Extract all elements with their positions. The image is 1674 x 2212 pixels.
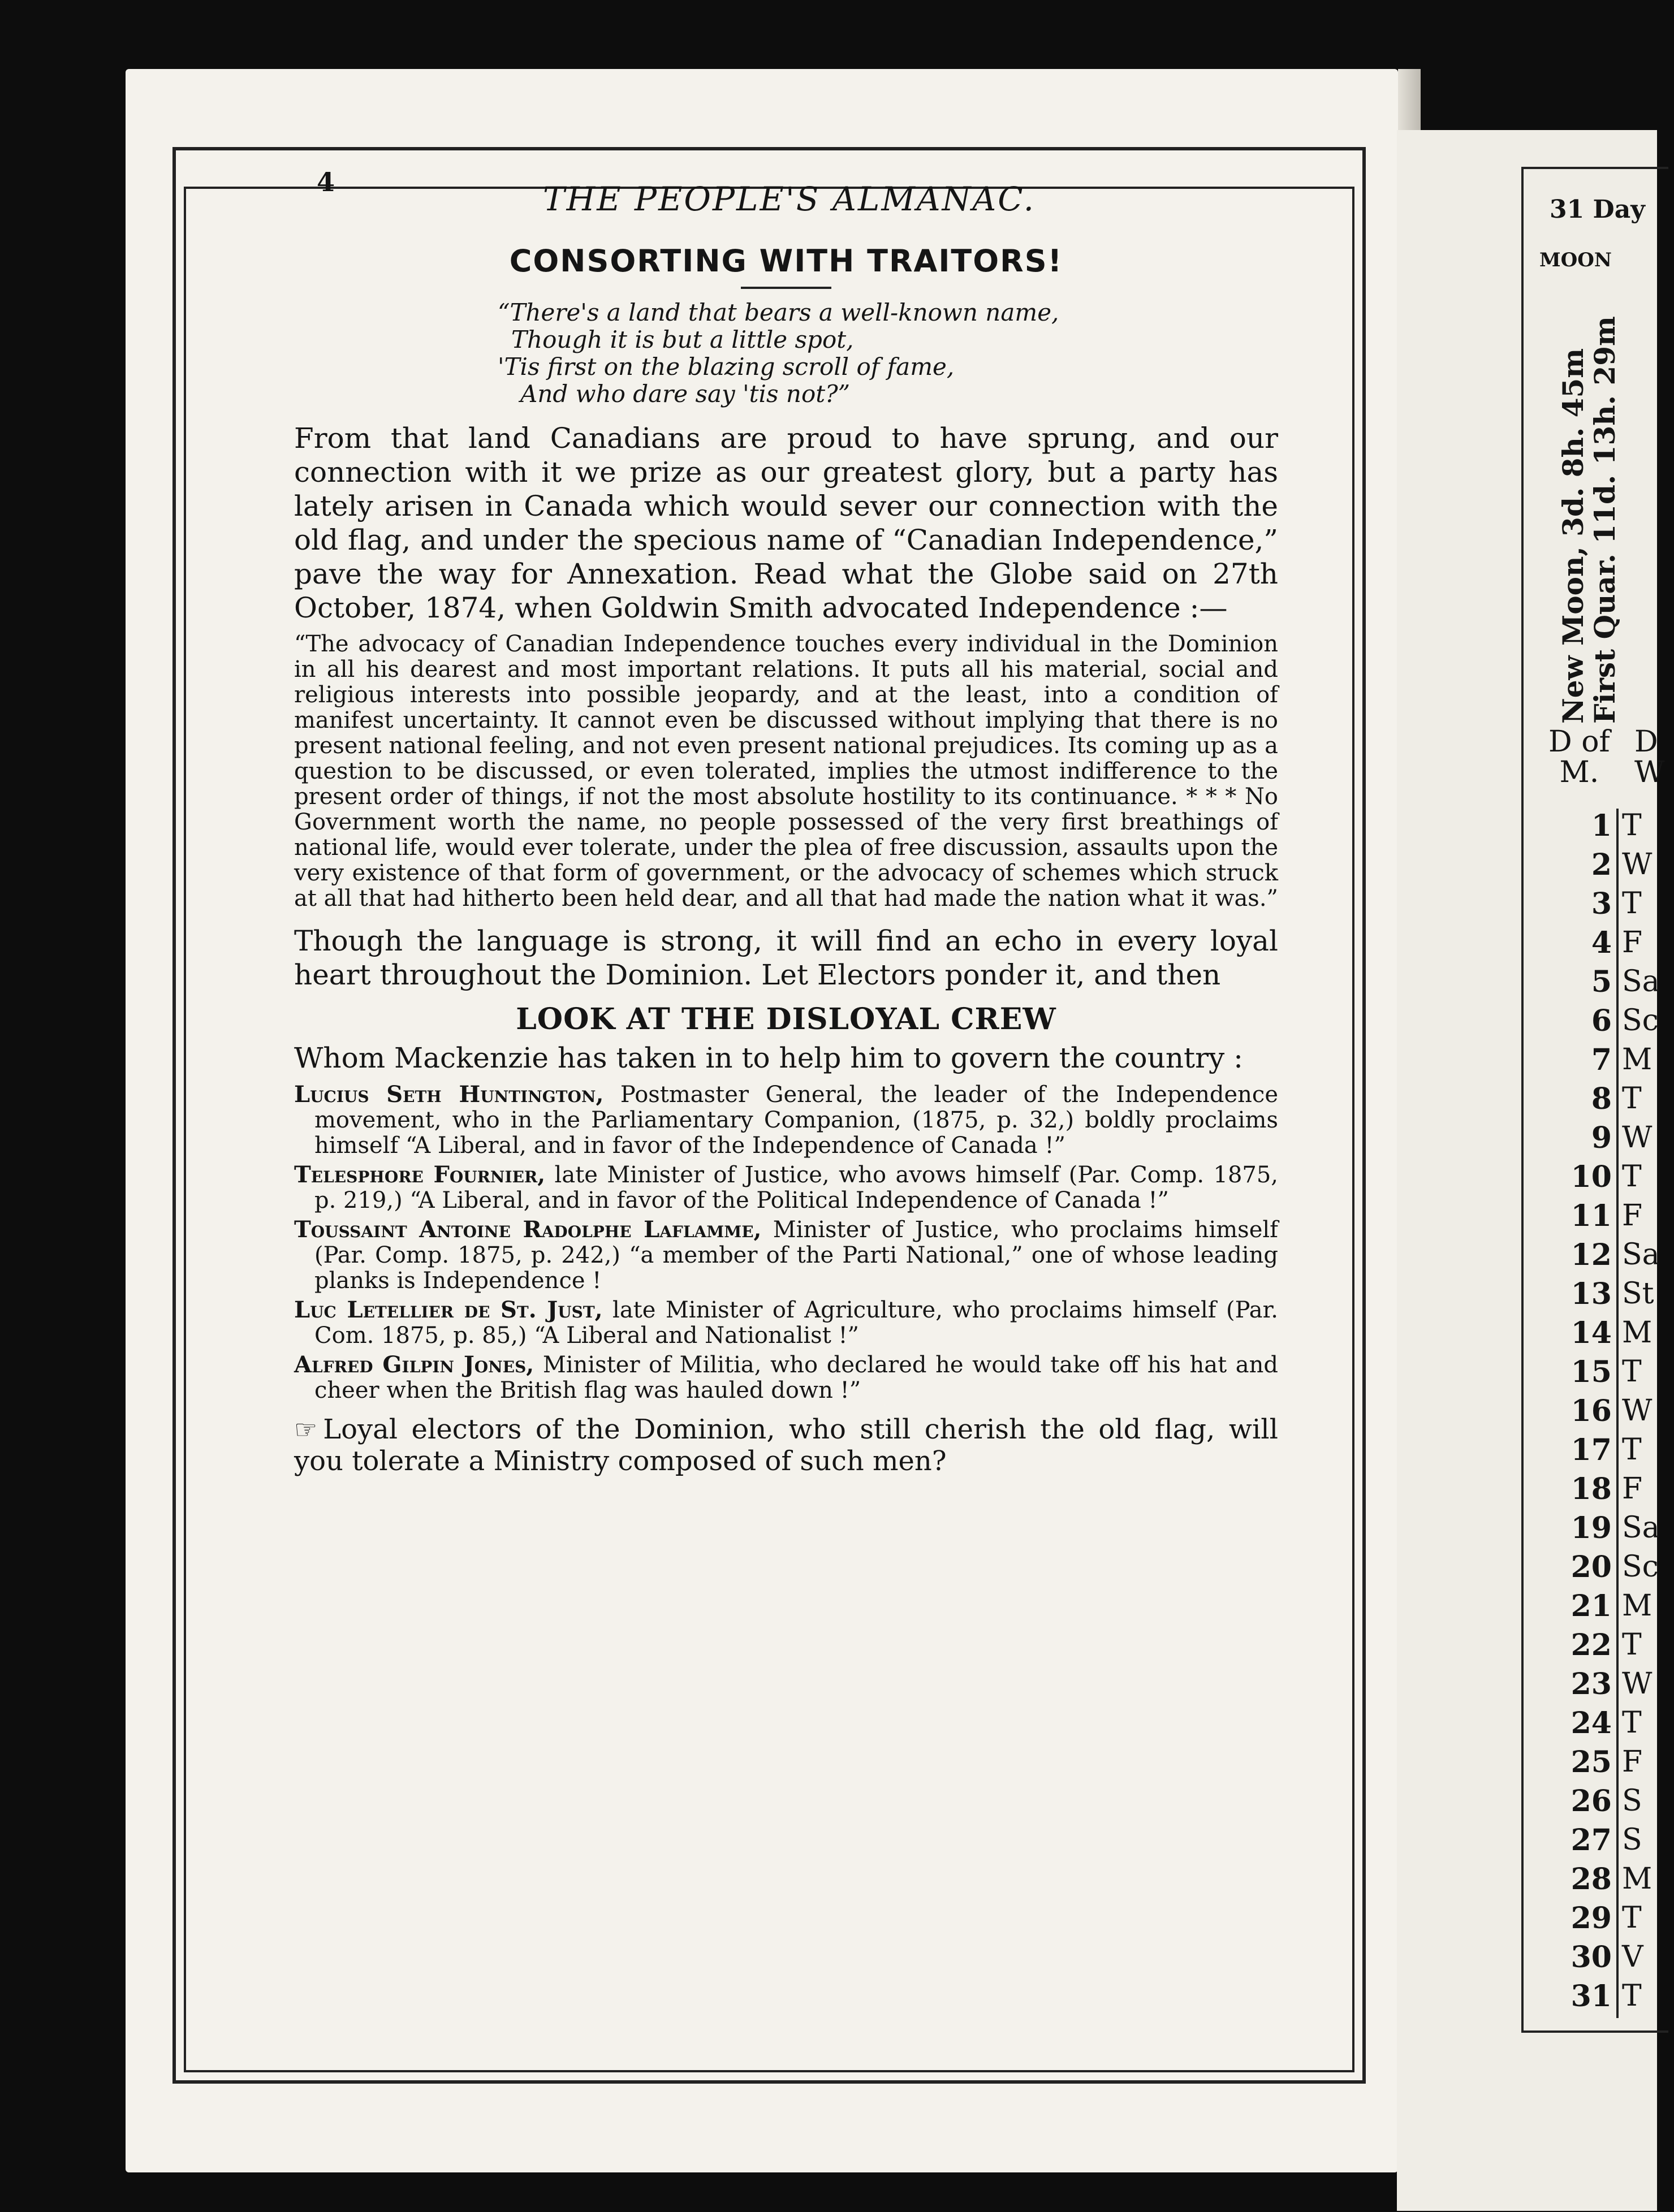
day-of-week: M — [1622, 1589, 1653, 1623]
day-of-week: T — [1622, 1979, 1642, 2013]
day-of-week: W — [1622, 1667, 1653, 1701]
column-rule — [1616, 1589, 1619, 1628]
minister-description: Minister of Militia, who declared he would take off his hat and cheer when the British flag was hauled down !” — [314, 1352, 1279, 1403]
column-rule — [1616, 1160, 1619, 1199]
day-of-week: T — [1622, 1628, 1642, 1662]
day-number: 13 — [1571, 1277, 1612, 1311]
table-row — [1544, 1472, 1674, 1511]
column-rule — [1616, 1745, 1619, 1784]
page-number: 4 — [317, 167, 335, 197]
subheading: LOOK AT THE DISLOYAL CREW — [516, 1002, 1056, 1036]
title-rule — [741, 287, 831, 289]
column-rule — [1616, 926, 1619, 965]
table-row — [1544, 887, 1674, 926]
day-of-week: F — [1622, 1472, 1643, 1506]
day-number: 22 — [1571, 1628, 1612, 1662]
day-number: 24 — [1571, 1706, 1612, 1740]
day-of-week: W — [1622, 848, 1653, 882]
table-row — [1544, 1199, 1674, 1238]
crew-intro: Whom Mackenzie has taken in to help him to govern the country : — [294, 1042, 1244, 1074]
month-header: 31 Day — [1550, 195, 1645, 224]
minister-name: Alfred Gilpin Jones, — [294, 1351, 534, 1378]
table-row — [1544, 1706, 1674, 1745]
article-title: CONSORTING WITH TRAITORS! — [509, 243, 1063, 279]
day-of-week: W — [1622, 1121, 1653, 1155]
day-of-week: W — [1622, 1394, 1653, 1428]
day-of-week: T — [1622, 1901, 1642, 1935]
pointing-hand-icon: ☞ — [294, 1414, 318, 1445]
day-number: 17 — [1571, 1433, 1612, 1467]
day-of-week: F — [1622, 1745, 1643, 1779]
column-rule — [1616, 1472, 1619, 1511]
minister-description: late Minister of Justice, who avows himself (Par. Comp. 1875, p. 219,) “A Liberal, and in favor of the Political Independence of Canada !” — [314, 1162, 1279, 1213]
day-number: 16 — [1571, 1394, 1612, 1428]
day-number: 26 — [1571, 1784, 1612, 1818]
table-row — [1544, 1901, 1674, 1940]
column-rule — [1616, 1823, 1619, 1862]
day-of-week: Sa — [1622, 1511, 1660, 1545]
table-row — [1544, 1238, 1674, 1277]
table-row — [1544, 1667, 1674, 1706]
day-number: 4 — [1591, 926, 1612, 960]
day-number: 6 — [1591, 1004, 1612, 1038]
article — [294, 243, 1278, 2024]
header-line: D of — [1548, 725, 1610, 759]
day-of-week: T — [1622, 809, 1642, 843]
minister-name: Toussaint Antoine Radolphe Laflamme, — [294, 1216, 762, 1243]
day-of-week: St — [1622, 1277, 1654, 1311]
table-row — [1544, 1862, 1674, 1901]
column-rule — [1616, 1784, 1619, 1823]
day-number: 20 — [1571, 1550, 1612, 1584]
table-row — [1544, 1979, 1674, 2018]
day-number: 14 — [1571, 1316, 1612, 1350]
day-of-week: F — [1622, 926, 1643, 960]
table-row — [1544, 1784, 1674, 1823]
table-row — [1544, 848, 1674, 887]
moon-phase: First Quar. 11d. 13h. 29m — [1588, 316, 1621, 724]
minister-name: Luc Letellier de St. Just, — [294, 1297, 603, 1323]
header-line: W — [1634, 755, 1665, 789]
column-rule — [1616, 1628, 1619, 1667]
column-rule — [1616, 1901, 1619, 1940]
day-number: 30 — [1571, 1940, 1612, 1975]
closing-text: Loyal electors of the Dominion, who still cherish the old flag, will you tolerate a Ministry composed of such men? — [294, 1414, 1278, 1477]
column-rule — [1616, 1667, 1619, 1706]
verse-line: And who dare say 'tis not?” — [520, 380, 851, 408]
table-row — [1544, 1277, 1674, 1316]
day-of-week: S — [1622, 1823, 1642, 1857]
list-item — [294, 1217, 1278, 1294]
day-number: 15 — [1571, 1355, 1612, 1389]
day-number: 7 — [1591, 1043, 1612, 1077]
list-item — [294, 1352, 1278, 1403]
minister-name: Lucius Seth Huntington, — [294, 1081, 604, 1108]
column-rule — [1616, 1043, 1619, 1082]
column-rule — [1616, 1511, 1619, 1550]
minister-description: Postmaster General, the leader of the Independence movement, who in the Parliamentary Companion, (1875, p. 32,) boldly proclaims himself “A Liberal, and in favor of the Independence of Canada !” — [314, 1082, 1278, 1159]
running-head: THE PEOPLE'S ALMANAC. — [543, 180, 1036, 218]
table-row — [1544, 1355, 1674, 1394]
table-row — [1544, 926, 1674, 965]
day-of-week: T — [1622, 887, 1642, 921]
header-line: M. — [1559, 755, 1599, 789]
verse-line: 'Tis first on the blazing scroll of fame, — [498, 353, 955, 381]
column-rule — [1616, 1082, 1619, 1121]
day-of-week: T — [1622, 1355, 1642, 1389]
day-number: 19 — [1571, 1511, 1612, 1545]
column-rule — [1616, 1394, 1619, 1433]
column-rule — [1616, 1238, 1619, 1277]
table-row — [1544, 1589, 1674, 1628]
day-number: 12 — [1571, 1238, 1612, 1272]
table-row — [1544, 1550, 1674, 1589]
days-list — [1544, 809, 1674, 2018]
table-row — [1544, 1394, 1674, 1433]
day-of-week: Sc — [1622, 1004, 1659, 1038]
day-number: 29 — [1571, 1901, 1612, 1936]
column-rule — [1616, 1316, 1619, 1355]
day-number: 28 — [1571, 1862, 1612, 1896]
day-of-week: M — [1622, 1316, 1653, 1350]
table-row — [1544, 1511, 1674, 1550]
verse-line: “There's a land that bears a well-known name, — [498, 299, 1059, 326]
day-number: 25 — [1571, 1745, 1612, 1779]
day-number: 10 — [1571, 1160, 1612, 1194]
day-of-week: T — [1622, 1082, 1642, 1116]
globe-quotation: “The advocacy of Canadian Independence touches every individual in the Dominion in all his dearest and most important relations. It puts all his material, social and religious interests into possible jeopardy, and at the least, into a condition of manifest uncertainty. It cannot even be discussed without implying that there is no present national feeling, and not even present national prejudices. Its coming up as a question to be discussed, or even tolerated, implies the utmost indifference to the present order of things, if not the most absolute hostility to its continuance. * * * No Government worth the name, no people possessed of the very first breathings of national life, would ever tolerate, under the plea of free discussion, assaults upon the very existence of that form of government, or the advocacy of schemes which struck at all that had hitherto been held dear, and all that had made the nation what it was.” — [294, 631, 1278, 911]
list-item — [294, 1162, 1278, 1213]
column-rule — [1616, 887, 1619, 926]
table-row — [1544, 1823, 1674, 1862]
column-rule — [1616, 1004, 1619, 1043]
column-rule — [1616, 965, 1619, 1004]
column-rule — [1616, 1979, 1619, 2018]
column-rule — [1616, 1277, 1619, 1316]
table-row — [1544, 1121, 1674, 1160]
moon-phase: New Moon, 3d. 8h. 45m — [1556, 348, 1590, 724]
column-rule — [1616, 1121, 1619, 1160]
list-item — [294, 1082, 1278, 1159]
table-row — [1544, 1745, 1674, 1784]
column-rule — [1616, 1706, 1619, 1745]
verse — [498, 299, 1278, 408]
table-row — [1544, 809, 1674, 848]
table-row — [1544, 1940, 1674, 1979]
day-number: 27 — [1571, 1823, 1612, 1857]
header-line: D — [1634, 725, 1658, 759]
day-number: 3 — [1591, 887, 1612, 921]
day-of-month-header — [1548, 727, 1610, 788]
day-of-week: T — [1622, 1160, 1642, 1194]
day-of-week: V — [1622, 1940, 1643, 1974]
moon-header: MOON — [1539, 249, 1612, 271]
day-number: 23 — [1571, 1667, 1612, 1701]
column-rule — [1616, 1199, 1619, 1238]
table-row — [1544, 965, 1674, 1004]
column-rule — [1616, 1433, 1619, 1472]
day-of-week: M — [1622, 1043, 1653, 1077]
column-rule — [1616, 1940, 1619, 1979]
closing-appeal — [294, 1414, 1278, 1477]
table-row — [1544, 1160, 1674, 1199]
verse-line: Though it is but a little spot, — [511, 326, 854, 353]
table-row — [1544, 1433, 1674, 1472]
day-number: 9 — [1591, 1121, 1612, 1155]
table-row — [1544, 1004, 1674, 1043]
day-of-week: M — [1622, 1862, 1653, 1896]
day-of-week: F — [1622, 1199, 1643, 1233]
day-of-week: T — [1622, 1433, 1642, 1467]
table-row — [1544, 1316, 1674, 1355]
column-rule — [1616, 809, 1619, 848]
day-number: 18 — [1571, 1472, 1612, 1506]
intro-paragraph: From that land Canadians are proud to have sprung, and our connection with it we prize as our greatest glory, but a party has lately arisen in Canada which would sever our connection with the old flag, and under the specious name of “Canadian Independence,” pave the way for Annexation. Read what the Globe said on 27th October, 1874, when Goldwin Smith advocated Independence :— — [294, 422, 1278, 624]
day-number: 1 — [1591, 809, 1612, 843]
day-of-week: T — [1622, 1706, 1642, 1740]
day-of-week: S — [1622, 1784, 1642, 1818]
list-item — [294, 1297, 1278, 1349]
day-number: 31 — [1571, 1979, 1612, 2014]
column-rule — [1616, 848, 1619, 887]
echo-paragraph: Though the language is strong, it will find an echo in every loyal heart throughout the Dominion. Let Electors ponder it, and then — [294, 924, 1278, 991]
table-row — [1544, 1082, 1674, 1121]
day-number: 2 — [1591, 848, 1612, 882]
day-number: 21 — [1571, 1589, 1612, 1623]
day-of-week: Sa — [1622, 965, 1660, 999]
column-rule — [1616, 1550, 1619, 1589]
day-of-week: Sc — [1622, 1550, 1659, 1584]
ministers-list — [294, 1082, 1278, 1403]
table-row — [1544, 1043, 1674, 1082]
column-rule — [1616, 1862, 1619, 1901]
minister-description: late Minister of Agriculture, who proclaims himself (Par. Com. 1875, p. 85,) “A Liberal and Nationalist !” — [314, 1297, 1279, 1349]
day-of-week: Sa — [1622, 1238, 1660, 1272]
day-of-week-header — [1634, 727, 1664, 788]
table-row — [1544, 1628, 1674, 1667]
day-number: 5 — [1591, 965, 1612, 999]
minister-description: Minister of Justice, who proclaims himself (Par. Comp. 1875, p. 242,) “a member of the Parti National,” one of whose leading planks is Independence ! — [314, 1217, 1278, 1294]
minister-name: Telesphore Fournier, — [294, 1161, 546, 1188]
column-rule — [1616, 1355, 1619, 1394]
day-number: 8 — [1591, 1082, 1612, 1116]
day-number: 11 — [1571, 1199, 1612, 1233]
